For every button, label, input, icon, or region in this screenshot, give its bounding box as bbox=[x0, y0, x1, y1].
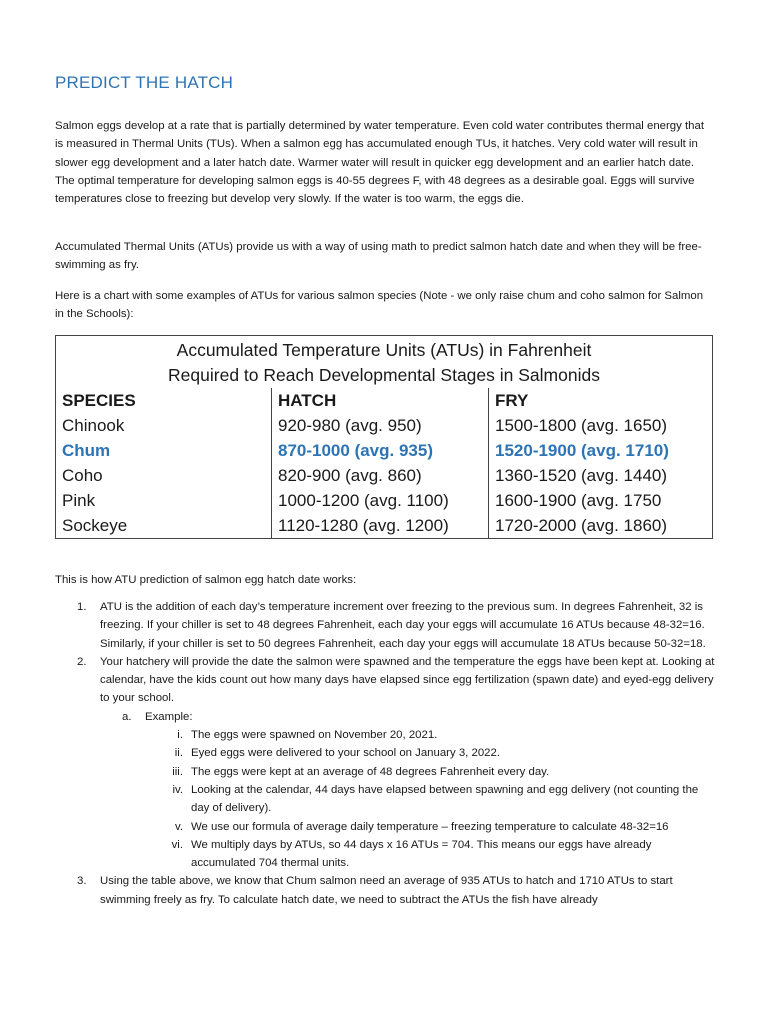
list-text: ATU is the addition of each day’s temperature increment over freezing to the previous sum. In degrees Fahrenheit, 32 is freezing. If your chiller is set to 48 degrees Fahrenheit, each day your eggs will accumulate 16 ATUs because 48-32=16. Similarly, if your chiller is set to 50 degrees Fahrenheit, each day your eggs will accumulate 18 ATUs because 50-32=18. bbox=[100, 601, 706, 650]
how-paragraph: This is how ATU prediction of salmon egg hatch date works: bbox=[55, 574, 357, 586]
cell-fry: 1600-1900 (avg. 1750 bbox=[495, 491, 662, 510]
roman-number: v. bbox=[174, 820, 183, 833]
example-label: Example: bbox=[145, 710, 193, 723]
roman-text: The eggs were kept at an average of 48 degrees Fahrenheit every day. bbox=[191, 765, 550, 778]
table-header-row bbox=[56, 388, 713, 413]
table-row bbox=[56, 463, 713, 488]
roman-text: We multiply days by ATUs, so 44 days x 16 ATUs = 704. This means our eggs have already accumulated 704 thermal units. bbox=[191, 838, 652, 870]
roman-number: i. bbox=[177, 729, 183, 742]
table-row bbox=[56, 413, 713, 438]
roman-text: Looking at the calendar, 44 days have elapsed between spawning and egg delivery (not counting the day of delivery). bbox=[191, 783, 699, 815]
example-heading bbox=[55, 708, 715, 726]
table-row-highlighted bbox=[56, 438, 713, 463]
header-hatch: HATCH bbox=[272, 388, 489, 413]
cell-hatch: 1120-1280 (avg. 1200) bbox=[272, 513, 489, 539]
cell-species: Pink bbox=[56, 488, 272, 513]
atu-paragraph: Accumulated Thermal Units (ATUs) provide us with a way of using math to predict salmon hatch date and when they will be free-swimming as fry. bbox=[55, 241, 702, 272]
cell-fry: 1720-2000 (avg. 1860) bbox=[495, 516, 668, 535]
roman-item bbox=[55, 781, 715, 818]
table-title-line2: Required to Reach Developmental Stages in Salmonids bbox=[168, 365, 600, 385]
roman-item bbox=[55, 744, 715, 762]
cell-hatch: 920-980 (avg. 950) bbox=[272, 413, 489, 438]
cell-species: Sockeye bbox=[56, 513, 272, 539]
cell-hatch: 820-900 (avg. 860) bbox=[272, 463, 489, 488]
header-fry: FRY bbox=[495, 391, 529, 410]
cell-species: Chinook bbox=[56, 413, 272, 438]
list-text: Your hatchery will provide the date the salmon were spawned and the temperature the eggs have been kept at. Looking at calendar, have the kids count out how many days have elapsed since egg fertilization (spawn date) and eyed-egg delivery to your school. bbox=[100, 655, 715, 705]
roman-item bbox=[55, 763, 715, 781]
cell-species: Coho bbox=[56, 463, 272, 488]
list-number: 2. bbox=[77, 655, 87, 668]
header-species: SPECIES bbox=[56, 388, 272, 413]
cell-fry: 1520-1900 (avg. 1710) bbox=[495, 441, 669, 460]
table-row bbox=[56, 488, 713, 513]
table-row bbox=[56, 513, 713, 539]
table-title bbox=[56, 336, 713, 389]
cell-hatch: 870-1000 (avg. 935) bbox=[272, 438, 489, 463]
roman-text: The eggs were spawned on November 20, 2021. bbox=[191, 729, 438, 742]
chart-intro-paragraph: Here is a chart with some examples of ATUs for various salmon species (Note - we only raise chum and coho salmon for Salmon in the Schools): bbox=[55, 290, 704, 321]
roman-number: vi. bbox=[171, 838, 183, 851]
roman-item bbox=[55, 818, 715, 836]
roman-text: We use our formula of average daily temperature – freezing temperature to calculate 48-32=16 bbox=[191, 820, 669, 833]
page-title: PREDICT THE HATCH bbox=[55, 73, 234, 92]
cell-fry: 1360-1520 (avg. 1440) bbox=[495, 466, 668, 485]
roman-number: iv. bbox=[172, 783, 183, 796]
steps-list bbox=[55, 598, 715, 909]
sub-list-number: a. bbox=[122, 710, 132, 723]
table-title-line1: Accumulated Temperature Units (ATUs) in Fahrenheit bbox=[176, 340, 592, 360]
roman-number: ii. bbox=[174, 747, 183, 760]
sub-list-item bbox=[55, 708, 715, 873]
roman-number: iii. bbox=[172, 765, 183, 778]
list-text: Using the table above, we know that Chum salmon need an average of 935 ATUs to hatch and 1710 ATUs to start swimming freely as fry. To calculate hatch date, we need to subtract the ATUs the fish have already bbox=[100, 875, 673, 906]
roman-item bbox=[55, 726, 715, 744]
roman-text: Eyed eggs were delivered to your school on January 3, 2022. bbox=[191, 747, 501, 760]
roman-item bbox=[55, 836, 715, 873]
list-number: 3. bbox=[77, 875, 87, 888]
list-item bbox=[55, 653, 715, 708]
intro-paragraph: Salmon eggs develop at a rate that is partially determined by water temperature. Even cold water contributes thermal energy that is measured in Thermal Units (TUs). When a salmon egg has accumulated enough TUs, it hatches. Very cold water will result in slower egg development and a later hatch date. Warmer water will result in quicker egg development and an earlier hatch date. The optimal temperature for developing salmon eggs is 40-55 degrees F, with 48 degrees as a desirable goal. Eggs will survive temperatures close to freezing but develop very slowly. If the water is too warm, the eggs die. bbox=[55, 120, 704, 206]
cell-hatch: 1000-1200 (avg. 1100) bbox=[272, 488, 489, 513]
cell-fry: 1500-1800 (avg. 1650) bbox=[495, 416, 668, 435]
list-number: 1. bbox=[77, 601, 87, 613]
atu-table bbox=[55, 335, 713, 539]
cell-species: Chum bbox=[56, 438, 272, 463]
table-title-row bbox=[56, 336, 713, 389]
list-item bbox=[55, 598, 715, 653]
list-item bbox=[55, 872, 715, 909]
